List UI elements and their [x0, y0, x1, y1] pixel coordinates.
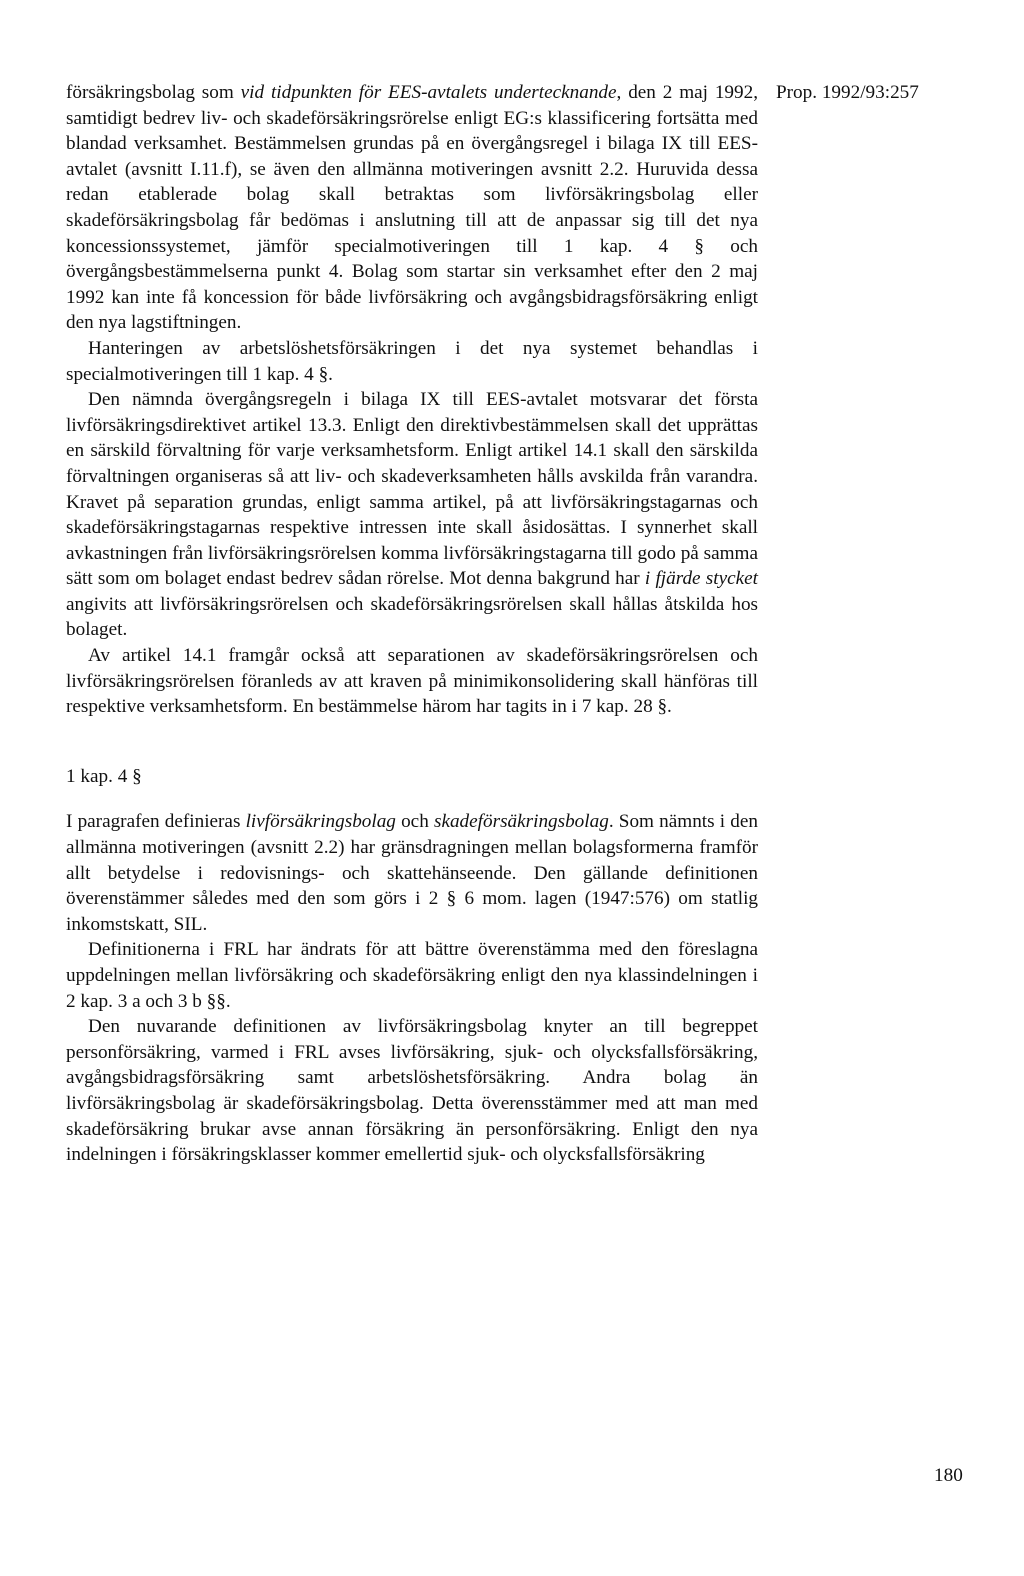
- body-text: [66, 80, 758, 1168]
- prop-reference: Prop. 1992/93:257: [776, 82, 919, 103]
- paragraph-7: Den nuvarande definitionen av livförsäkringsbolag knyter an till begreppet personförsäkring, varmed i FRL avses livförsäkring, sjuk- och olycksfallsförsäkring, avgångsbidragsförsäkring samt arbetslöshetsförsäkring. Andra bolag än livförsäkringsbolag är skadeförsäkringsbolag. Detta överensstämmer med att man med skadeförsäkring brukar avse annan försäkring än personförsäkring. Enligt den nya indelningen i försäkringsklasser kommer emellertid sjuk- och olycksfallsförsäkring: [66, 1016, 758, 1166]
- paragraph-3: Den nämnda övergångsregeln i bilaga IX till EES-avtalet motsvarar det första livförsäkringsdirektivet artikel 13.3. Enligt den direktivbestämmelsen skall det upprättas en särskild förvaltning för varje verksamhetsform. Enligt artikel 14.1 skall den särskilda förvaltningen organiseras så att liv- och skadeverksamheten hålls avskilda från varandra. Kravet på separation grundas, enligt samma artikel, på att livförsäkringstagarnas och skadeförsäkringstagarnas respektive intressen inte skall åsidosättas. I synnerhet skall avkastningen från livförsäkringsrörelsen komma livförsäkringstagarna till godo på samma sätt som om bolaget endast bedrev sådan rörelse. Mot denna bakgrund har i fjärde stycket angivits att livförsäkringsrörelsen och skadeförsäkringsrörelsen skall hållas åtskilda hos bolaget.: [66, 389, 758, 641]
- paragraph-5: I paragrafen definieras livförsäkringsbolag och skadeförsäkringsbolag. Som nämnts i den allmänna motiveringen (avsnitt 2.2) har gränsdragningen mellan bolagsformerna framför allt betydelse i redovisnings- och skattehänseende. Den gällande definitionen överenstämmer således med den som görs i 2 § 6 mom. lagen (1947:576) om statlig inkomstskatt, SIL.: [66, 811, 758, 935]
- section-heading: 1 kap. 4 §: [66, 765, 142, 787]
- paragraph-4: Av artikel 14.1 framgår också att separationen av skadeförsäkringsrörelsen och livförsäkringsrörelsen föranleds av att kraven på minimikonsolidering skall hänföras till respektive verksamhetsform. En bestämmelse härom har tagits in i 7 kap. 28 §.: [66, 645, 758, 718]
- paragraph-6: Definitionerna i FRL har ändrats för att bättre överenstämma med den föreslagna uppdelningen mellan livförsäkring och skadeförsäkring enligt den nya klassindelningen i 2 kap. 3 a och 3 b §§.: [66, 939, 758, 1012]
- paragraph-2: Hanteringen av arbetslöshetsförsäkringen i det nya systemet behandlas i specialmotiveringen till 1 kap. 4 §.: [66, 337, 758, 385]
- paragraph-1: försäkringsbolag som vid tidpunkten för EES-avtalets undertecknande, den 2 maj 1992, samtidigt bedrev liv- och skadeförsäkringsrörelse enligt EG:s klassificering fortsätta med blandad verksamhet. Bestämmelsen grundas på en övergångsregel i bilaga IX till EES-avtalet (avsnitt I.11.f), se även den allmänna motiveringen avsnitt 2.2. Huruvida dessa redan etablerade bolag skall betraktas som livförsäkringsbolag eller skadeförsäkringsbolag får bedömas i anslutning till att de anpassar sig till det nya koncessionssystemet, jämför specialmotiveringen till 1 kap. 4 § och övergångsbestämmelserna punkt 4. Bolag som startar sin verksamhet efter den 2 maj 1992 kan inte få koncession för både livförsäkring och avgångsbidragsförsäkring enligt den nya lagstiftningen.: [66, 82, 758, 334]
- page-number: 180: [934, 1465, 963, 1486]
